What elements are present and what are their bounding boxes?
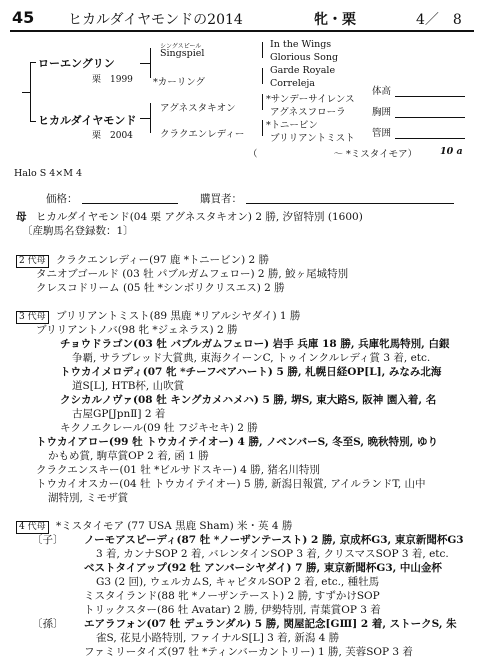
gen3-line: トウカイアロー(99 牡 トウカイテイオー) 4 勝, ノベンバーS, 冬至S, 晩秋特別, ゆり: [36, 436, 438, 448]
header-rule: [10, 30, 474, 32]
gen4-line: 雀S, 花見小路特別, ファイナルS[L] 3 着, 新潟 4 勝: [96, 632, 340, 644]
gen4-line: ベストタイアップ(92 牡 アンバーシヤダイ) 7 勝, 東京新聞杯G3, 中山金杯: [84, 562, 442, 574]
girth-label: 胸囲: [372, 107, 392, 118]
sire-dam: *カーリング: [153, 77, 206, 88]
gen3-line: トウカイオスカー(04 牡 トウカイテイオー) 5 勝, 新潟日報賞, アイルランドT, 山中: [36, 478, 426, 490]
gen3-line: チョウドラゴン(03 牡 バブルガムフェロー) 岩手 兵庫 18 勝, 兵庫牝馬特別, 白銀: [60, 338, 450, 350]
price-field[interactable]: [82, 203, 178, 204]
lot-fraction: 4／ 8: [416, 12, 462, 28]
gen3-line: ブリリアントミスト(89 黒鹿 *リアルシヤダイ) 1 勝: [55, 310, 301, 322]
g3-8: ブリリアントミスト: [270, 133, 355, 144]
g3-6: アグネスフローラ: [270, 107, 346, 118]
gen3-line: キクノエクレール(09 牡 フジキセキ) 2 勝: [60, 422, 258, 434]
dam-section: [16, 209, 363, 224]
g3-3: Garde Royale: [270, 65, 336, 76]
g3-4: Correleja: [270, 78, 315, 89]
buyer-label: 購買者：: [200, 193, 242, 205]
gen3-line: 湖特別, ミモザ賞: [48, 492, 129, 504]
gen4-line: G3 (2 回), ウェルカムS, キャピタルSOP 2 着, etc., 種牡馬: [96, 576, 380, 588]
lot-number: 45: [12, 8, 35, 27]
family-number: 10 a: [440, 146, 463, 157]
sire-sire: Singspiel: [160, 48, 205, 59]
dam-dam: クラクエンレディー: [160, 129, 245, 140]
g3-2: Glorious Song: [270, 52, 339, 63]
gen3-line: ブリリアントノバ(98 牝 *ジェネラス) 2 勝: [36, 324, 238, 336]
height-field[interactable]: [395, 96, 465, 97]
gen3-line: 古屋GP[JpnⅡ] 2 着: [72, 408, 166, 420]
price-label: 価格：: [46, 193, 78, 205]
gen3-line: クシカルノヴァ(08 牡 キングカメハメハ) 5 勝, 堺S, 東大路S, 阪神 園入着, 名: [60, 394, 437, 406]
g3-5: *サンデーサイレンス: [266, 94, 355, 105]
gen3-line: トウカイメロディ(07 牝 *チーフベアハート) 5 勝, 札幌日経OP[L], みなみ北海: [60, 366, 442, 378]
sire-sire-ruby: シングスピール: [160, 43, 202, 50]
gen2-line: クラクエンレディー(97 鹿 *トニービン) 2 勝: [55, 254, 270, 266]
gen3-line: クラクエンスキー(01 牡 *ビルサドスキー) 4 勝, 猪名川特別: [36, 464, 320, 476]
g3-1: In the Wings: [270, 39, 332, 50]
gen3-line: 争覇, サラブレッド大賞典, 東海クイーンC, トゥインクルレディ賞 3 着, etc.: [72, 352, 431, 364]
cannon-field[interactable]: [395, 138, 465, 139]
gen4-head: *ミスタイモア (77 USA 黒鹿 Sham) 米・英 4 勝: [55, 520, 293, 532]
gen4-line: エアラフォン(07 牡 デュランダル) 5 勝, 関屋記念[GⅢ] 2 着, ストークS, 朱: [84, 618, 457, 630]
registration-count: 〔産駒馬名登録数：1〕: [22, 225, 134, 237]
g3-7: *トニービン: [266, 120, 318, 131]
gen2-line: クレスコドリーム (05 牡 *シンボリクリスエス) 2 勝: [36, 282, 285, 294]
family-line: （ ～ *ミスタイモア）: [248, 149, 418, 160]
gen4-line: トリックスター(86 牡 Avatar) 2 勝, 伊勢特別, 青葉賞OP 3 着: [84, 604, 381, 616]
sex-color: 牝・栗: [314, 12, 356, 28]
gen4-label: 4 代母: [16, 521, 49, 534]
inbreed-text: Halo S 4×M 4: [14, 168, 83, 179]
child-tag: 〔子〕: [32, 534, 64, 546]
dam-name: ヒカルダイヤモンド: [38, 114, 137, 127]
dam-text: ヒカルダイヤモンド(04 栗 アグネスタキオン) 2 勝, 汐留特別 (1600): [35, 211, 363, 223]
cannon-label: 管囲: [372, 128, 392, 139]
gen4-line: 3 着, カンナSOP 2 着, バレンタインSOP 3 着, クリスマスSOP 3 着, etc.: [96, 548, 449, 560]
sire-name: ローエングリン: [38, 57, 115, 70]
girth-field[interactable]: [395, 117, 465, 118]
gen3-line: 道S[L], HTB杯, 山吹賞: [72, 380, 185, 392]
gen3-label: 3 代母: [16, 311, 49, 324]
height-label: 体高: [372, 86, 392, 97]
gen4-line: ミスタイランド(88 牝 *ノーザンテースト) 2 勝, すずかけSOP: [84, 590, 380, 602]
gen4-line: ファミリータイズ(97 牡 *ティンバーカントリー) 1 勝, 芙蓉SOP 3 着: [84, 646, 413, 658]
dam-info: 栗 2004: [92, 131, 133, 141]
sire-info: 栗 1999: [92, 75, 133, 85]
dam-label: 母: [16, 211, 27, 223]
page-title: ヒカルダイヤモンドの2014: [68, 12, 243, 28]
gen2-line: タニオブゴールド (03 牡 パブルガムフェロー) 2 勝, 鮫ヶ尾城特別: [36, 268, 349, 280]
gen3-line: かもめ賞, 駒草賞OP 2 着, 函 1 勝: [48, 450, 209, 462]
buyer-field[interactable]: [246, 203, 454, 204]
grand-tag: 〔孫〕: [32, 618, 64, 630]
gen2-label: 2 代母: [16, 255, 49, 268]
gen4-line: ノーモアスピーディ(87 牡 *ノーザンテースト) 2 勝, 京成杯G3, 東京新聞杯G3: [84, 534, 464, 546]
dam-sire: アグネスタキオン: [160, 103, 236, 114]
